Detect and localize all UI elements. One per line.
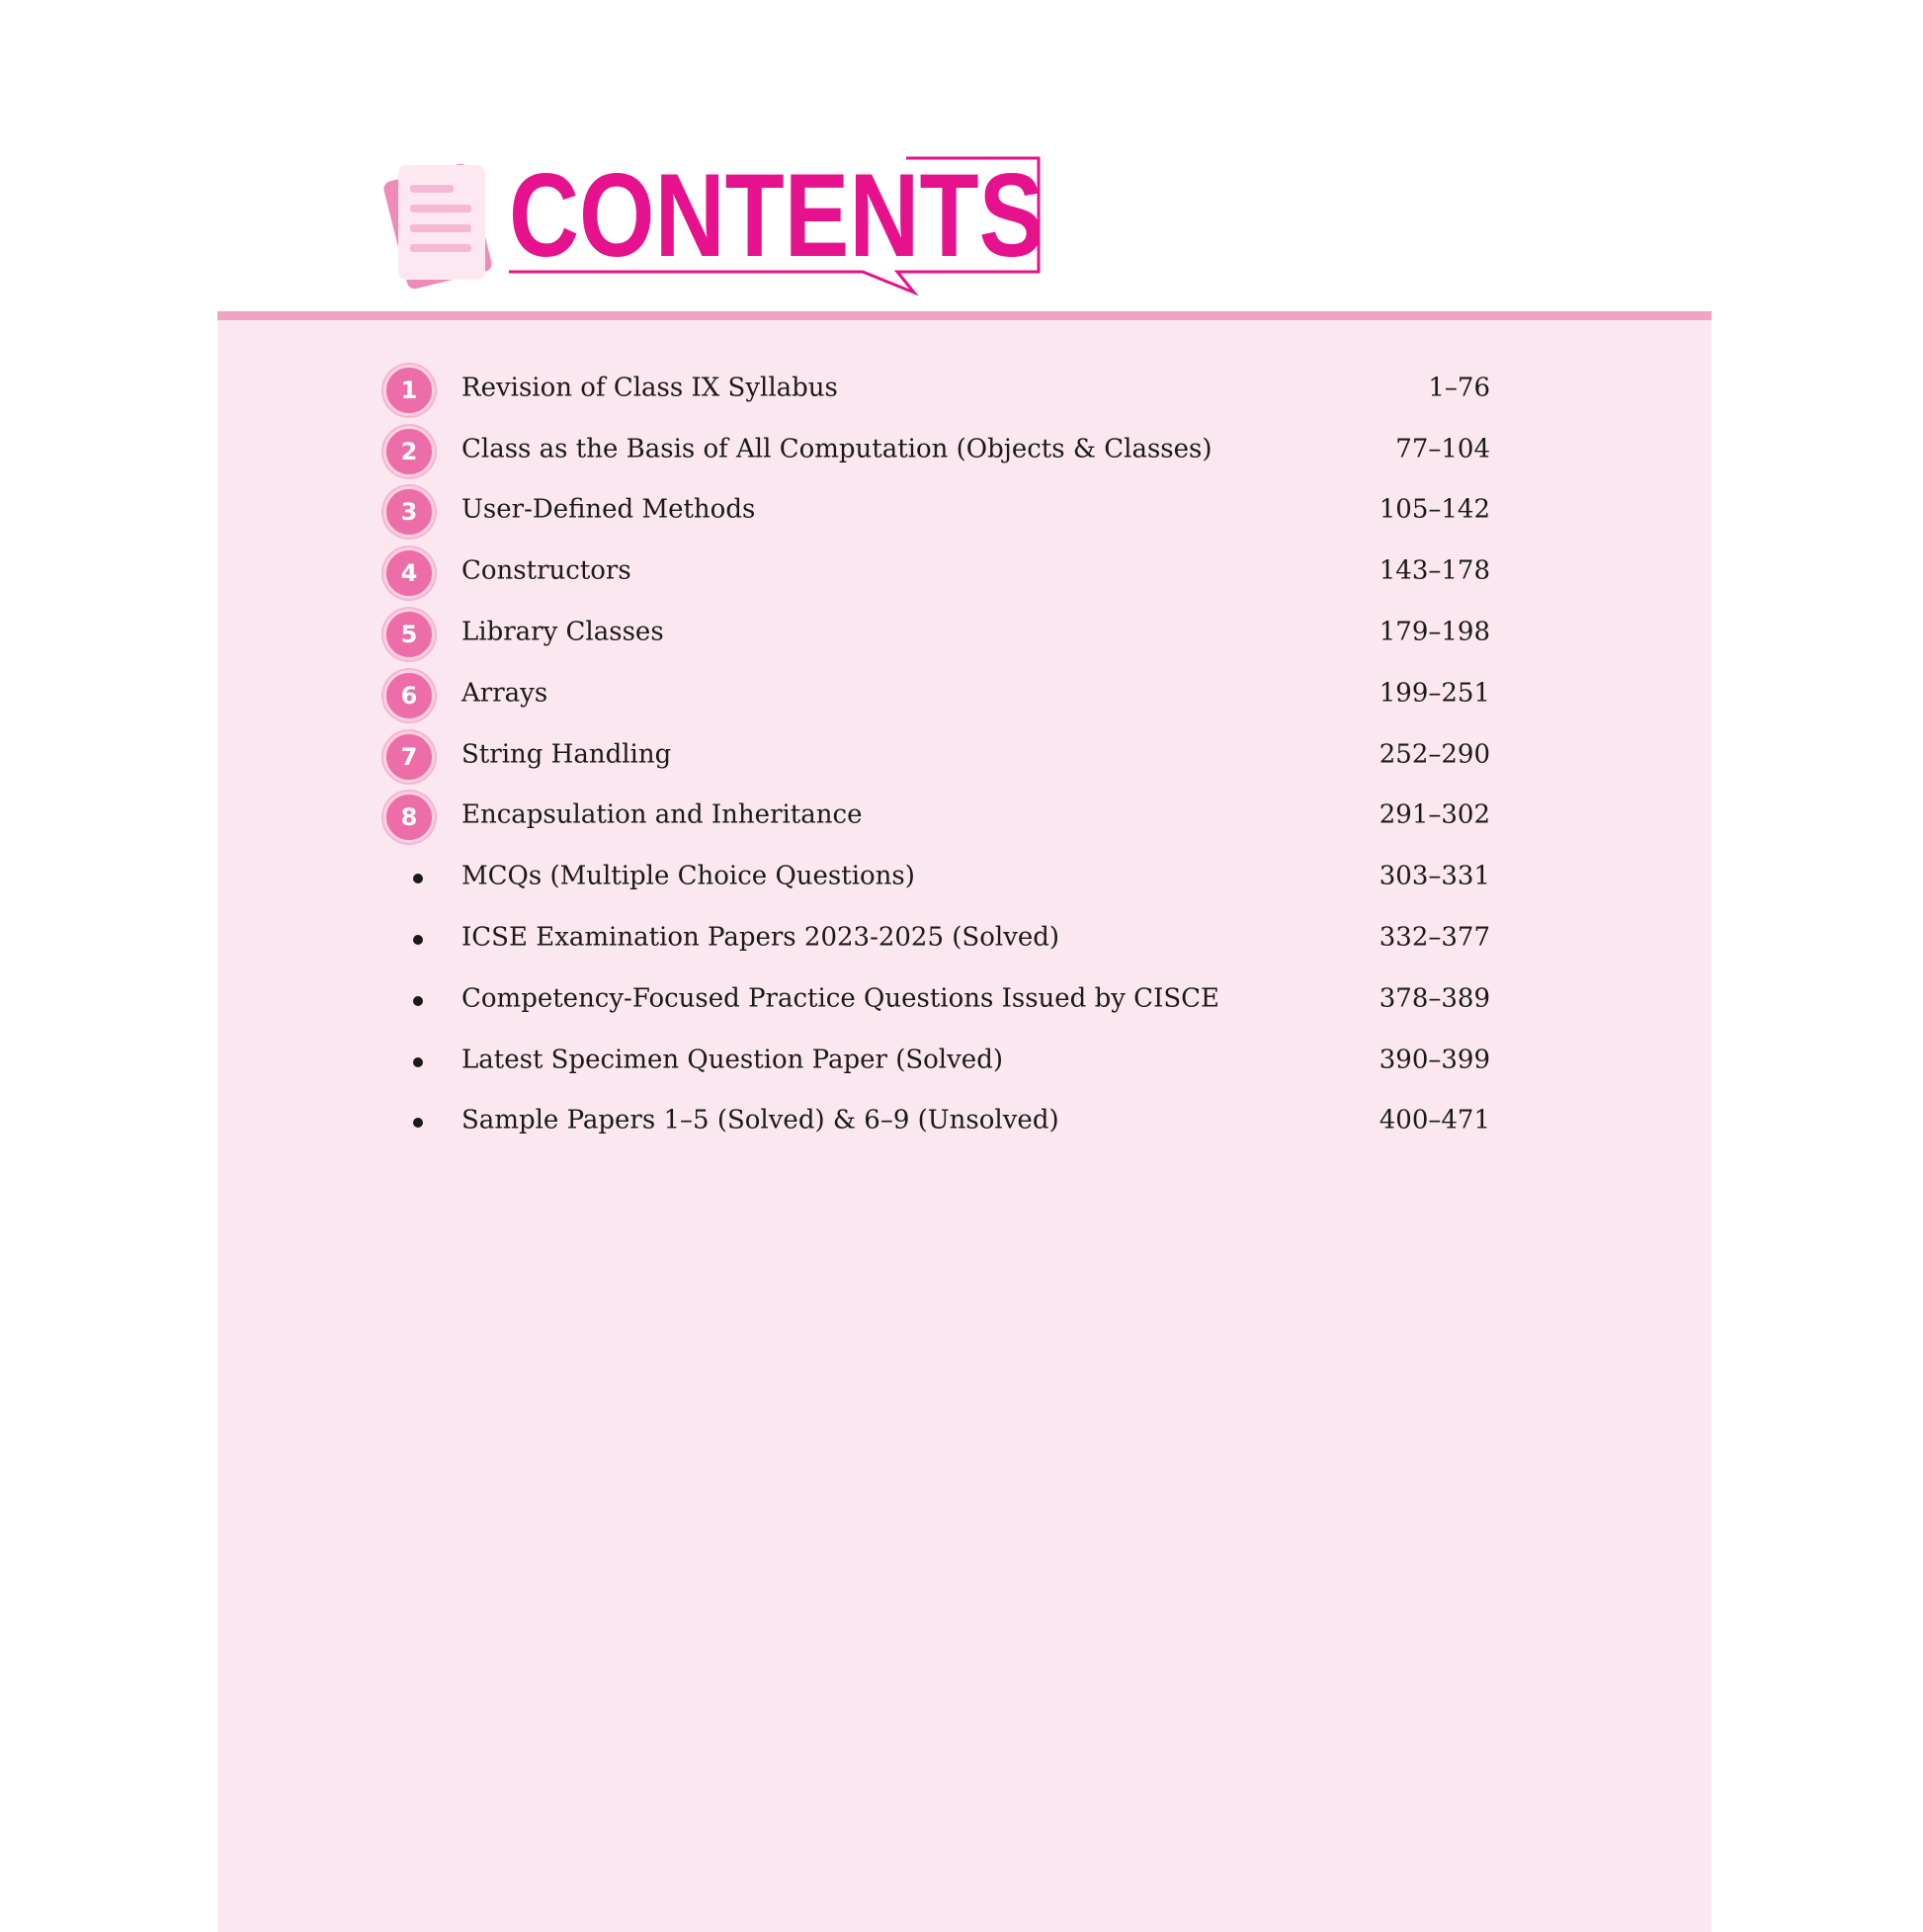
toc-entry-pages: 179–198 bbox=[1379, 617, 1490, 647]
bullet-icon bbox=[413, 996, 423, 1006]
chapter-number-badge: 2 bbox=[383, 426, 435, 477]
toc-entry[interactable] bbox=[383, 543, 1490, 604]
toc-entry-title: Encapsulation and Inheritance bbox=[461, 800, 863, 831]
chapter-number-badge: 7 bbox=[383, 731, 435, 783]
toc-entry[interactable] bbox=[383, 726, 1490, 788]
toc-entry-title: Constructors bbox=[461, 555, 631, 586]
toc-entry-title: Library Classes bbox=[461, 617, 664, 647]
toc-entry-title: Sample Papers 1–5 (Solved) & 6–9 (Unsolved) bbox=[461, 1106, 1059, 1136]
bullet-icon bbox=[413, 935, 423, 945]
toc-entry-title: Arrays bbox=[461, 678, 548, 709]
toc-entry-pages: 332–377 bbox=[1379, 922, 1490, 953]
contents-header bbox=[380, 148, 1052, 306]
bullet-icon bbox=[413, 874, 423, 883]
bullet-icon bbox=[413, 1057, 423, 1067]
toc-entry-pages: 199–251 bbox=[1379, 678, 1490, 709]
toc-entry-pages: 252–290 bbox=[1379, 739, 1490, 770]
toc-entry-pages: 291–302 bbox=[1379, 800, 1490, 831]
toc-entry[interactable] bbox=[383, 909, 1490, 970]
toc-entry-title: Revision of Class IX Syllabus bbox=[461, 373, 838, 403]
toc-entry-pages: 400–471 bbox=[1379, 1106, 1490, 1136]
page-title: CONTENTS bbox=[509, 149, 1045, 282]
toc-entry[interactable] bbox=[383, 604, 1490, 665]
toc-entry-title: ICSE Examination Papers 2023-2025 (Solved) bbox=[461, 922, 1060, 953]
toc-entry-title: MCQs (Multiple Choice Questions) bbox=[461, 861, 915, 891]
chapter-number-badge: 3 bbox=[383, 486, 435, 538]
chapter-number-badge: 8 bbox=[383, 792, 435, 843]
chapter-number-badge: 4 bbox=[383, 547, 435, 599]
toc-entry-pages: 378–389 bbox=[1379, 983, 1490, 1014]
toc-entry[interactable] bbox=[383, 1093, 1490, 1154]
toc-entry[interactable] bbox=[383, 970, 1490, 1032]
table-of-contents bbox=[383, 360, 1490, 1153]
toc-entry-pages: 77–104 bbox=[1395, 434, 1490, 464]
toc-entry-title: Competency-Focused Practice Questions Issued by CISCE bbox=[461, 983, 1220, 1014]
toc-entry[interactable] bbox=[383, 482, 1490, 544]
chapter-number-badge: 6 bbox=[383, 670, 435, 721]
bullet-icon bbox=[413, 1118, 423, 1128]
chapter-number-badge: 1 bbox=[383, 365, 435, 416]
toc-entry[interactable] bbox=[383, 360, 1490, 421]
toc-entry-pages: 105–142 bbox=[1379, 495, 1490, 526]
toc-entry[interactable] bbox=[383, 421, 1490, 482]
toc-entry[interactable] bbox=[383, 848, 1490, 909]
toc-entry-title: Latest Specimen Question Paper (Solved) bbox=[461, 1045, 1003, 1075]
chapter-number-badge: 5 bbox=[383, 609, 435, 660]
document-icon bbox=[380, 153, 499, 292]
toc-entry-pages: 303–331 bbox=[1379, 861, 1490, 891]
toc-entry-pages: 390–399 bbox=[1379, 1045, 1490, 1075]
toc-entry-pages: 143–178 bbox=[1379, 555, 1490, 586]
toc-entry-title: User-Defined Methods bbox=[461, 495, 756, 526]
toc-entry-pages: 1–76 bbox=[1428, 373, 1490, 403]
toc-entry-title: String Handling bbox=[461, 739, 672, 770]
toc-entry[interactable] bbox=[383, 665, 1490, 726]
toc-entry-title: Class as the Basis of All Computation (Objects & Classes) bbox=[461, 434, 1212, 464]
toc-entry[interactable] bbox=[383, 788, 1490, 849]
toc-entry[interactable] bbox=[383, 1032, 1490, 1093]
title-box bbox=[507, 149, 1045, 282]
